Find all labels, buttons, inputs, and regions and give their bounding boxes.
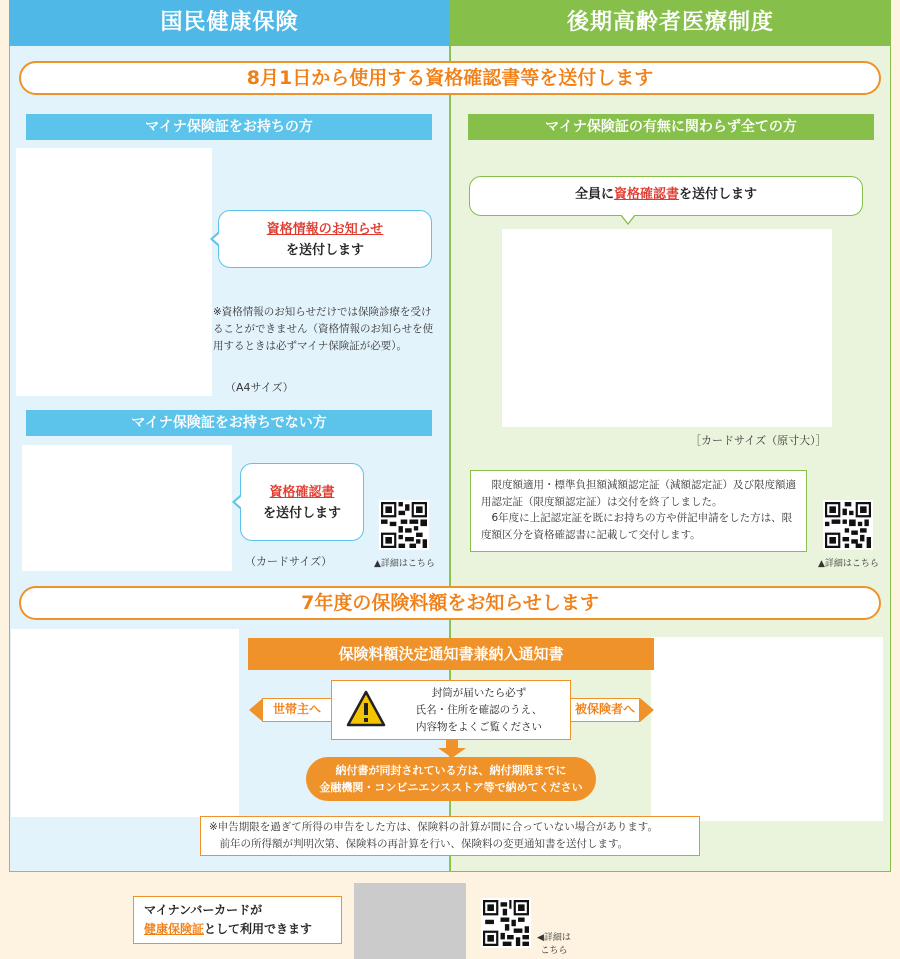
qr-code-icon[interactable] bbox=[379, 500, 429, 550]
all-suffix: を送付します bbox=[679, 187, 758, 202]
cert-rest: を送付します bbox=[262, 506, 341, 521]
all-persons-bar: マイナ保険証の有無に関わらず全ての方 bbox=[468, 114, 874, 140]
has-myna-card-bar: マイナ保険証をお持ちの方 bbox=[26, 114, 432, 140]
deadline-line-2: 前年の所得額が判明次第、保険料の再計算を行い、保険料の変更通知書を送付します。 bbox=[219, 838, 629, 850]
warning-line-3: 内容物をよくご覧ください bbox=[416, 721, 542, 733]
arrow-left-icon bbox=[249, 698, 263, 722]
limit-note-2: 6年度に上記認定証を既にお持ちの方や併記申請をした方は、限度額区分を資格確認書に記載して交付します。 bbox=[481, 512, 793, 541]
myna-rest: として利用できます bbox=[204, 922, 313, 936]
qr-caption-right: ▲詳細はこちら bbox=[818, 559, 879, 569]
pay-line-1: 納付書が同封されている方は、納付期限までに bbox=[335, 764, 567, 777]
qr-caption-bottom-1: ◀詳細は bbox=[537, 933, 571, 943]
householder-notice-image bbox=[11, 629, 239, 817]
all-highlight: 資格確認書 bbox=[613, 187, 679, 202]
myna-card-box bbox=[133, 896, 342, 944]
cert-card-image-left bbox=[22, 445, 232, 571]
cert-bubble bbox=[240, 463, 364, 541]
right-column-title: 後期高齢者医療制度 bbox=[450, 0, 891, 46]
section1-banner: 8月1日から使用する資格確認書等を送付します bbox=[19, 61, 881, 95]
warning-text bbox=[390, 685, 568, 736]
cert-card-image-right bbox=[502, 229, 832, 427]
info-notice-bubble bbox=[218, 210, 432, 268]
insured-notice-image bbox=[651, 637, 883, 821]
card-size-label-right: ［カードサイズ（原寸大）］ bbox=[690, 434, 827, 447]
section2-banner: 7年度の保険料額をお知らせします bbox=[19, 586, 881, 620]
a4-notice-image bbox=[16, 148, 212, 396]
payment-instruction bbox=[306, 757, 596, 801]
deadline-note bbox=[200, 816, 700, 856]
all-cert-bubble bbox=[469, 176, 863, 216]
left-column-title: 国民健康保険 bbox=[9, 0, 450, 46]
qr-caption-left: ▲詳細はこちら bbox=[374, 559, 435, 569]
info-notice-rest: を送付します bbox=[285, 243, 364, 258]
limit-note-1: 限度額適用・標準負担額減額認定証（減額認定証）及び限度額適用認定証（限度額認定証）は交付を終了しました。 bbox=[481, 479, 796, 508]
myna-highlight: 健康保険証 bbox=[144, 922, 205, 936]
cert-highlight: 資格確認書 bbox=[269, 485, 335, 500]
warning-line-1: 封筒が届いたら必ず bbox=[431, 687, 527, 699]
myna-line-1: マイナンバーカードが bbox=[144, 903, 263, 917]
card-size-label-left: （カードサイズ） bbox=[245, 555, 333, 568]
info-notice-note: ※資格情報のお知らせだけでは保険診療を受けることができません（資格情報のお知らせを使用するときは必ずマイナ保険証が必要）。 bbox=[213, 306, 434, 352]
pay-line-2: 金融機関・コンビニエンスストア等で納めてください bbox=[319, 781, 583, 794]
to-insured-label: 被保険者へ bbox=[570, 698, 640, 722]
qr-code-icon[interactable] bbox=[823, 500, 873, 550]
deadline-line-1: ※申告期限を過ぎて所得の申告をした方は、保険料の計算が間に合っていない場合があります。 bbox=[209, 821, 658, 833]
a4-size-label: （A4サイズ） bbox=[225, 381, 294, 394]
arrow-right-icon bbox=[640, 698, 654, 722]
notice-title-bar: 保険料額決定通知書兼納入通知書 bbox=[248, 638, 654, 670]
info-notice-highlight: 資格情報のお知らせ bbox=[266, 222, 384, 237]
limit-certificate-note bbox=[470, 470, 807, 552]
arrow-down-icon bbox=[438, 740, 466, 758]
qr-caption-bottom bbox=[537, 932, 571, 958]
qr-code-icon[interactable] bbox=[481, 898, 531, 948]
to-householder-label: 世帯主へ bbox=[262, 698, 332, 722]
all-prefix: 全員に bbox=[574, 187, 614, 202]
qr-caption-bottom-2: こちら bbox=[540, 946, 568, 956]
no-myna-card-bar: マイナ保険証をお持ちでない方 bbox=[26, 410, 432, 436]
warning-icon bbox=[346, 689, 386, 729]
myna-card-image bbox=[354, 883, 466, 959]
warning-line-2: 氏名・住所を確認のうえ、 bbox=[415, 704, 543, 716]
